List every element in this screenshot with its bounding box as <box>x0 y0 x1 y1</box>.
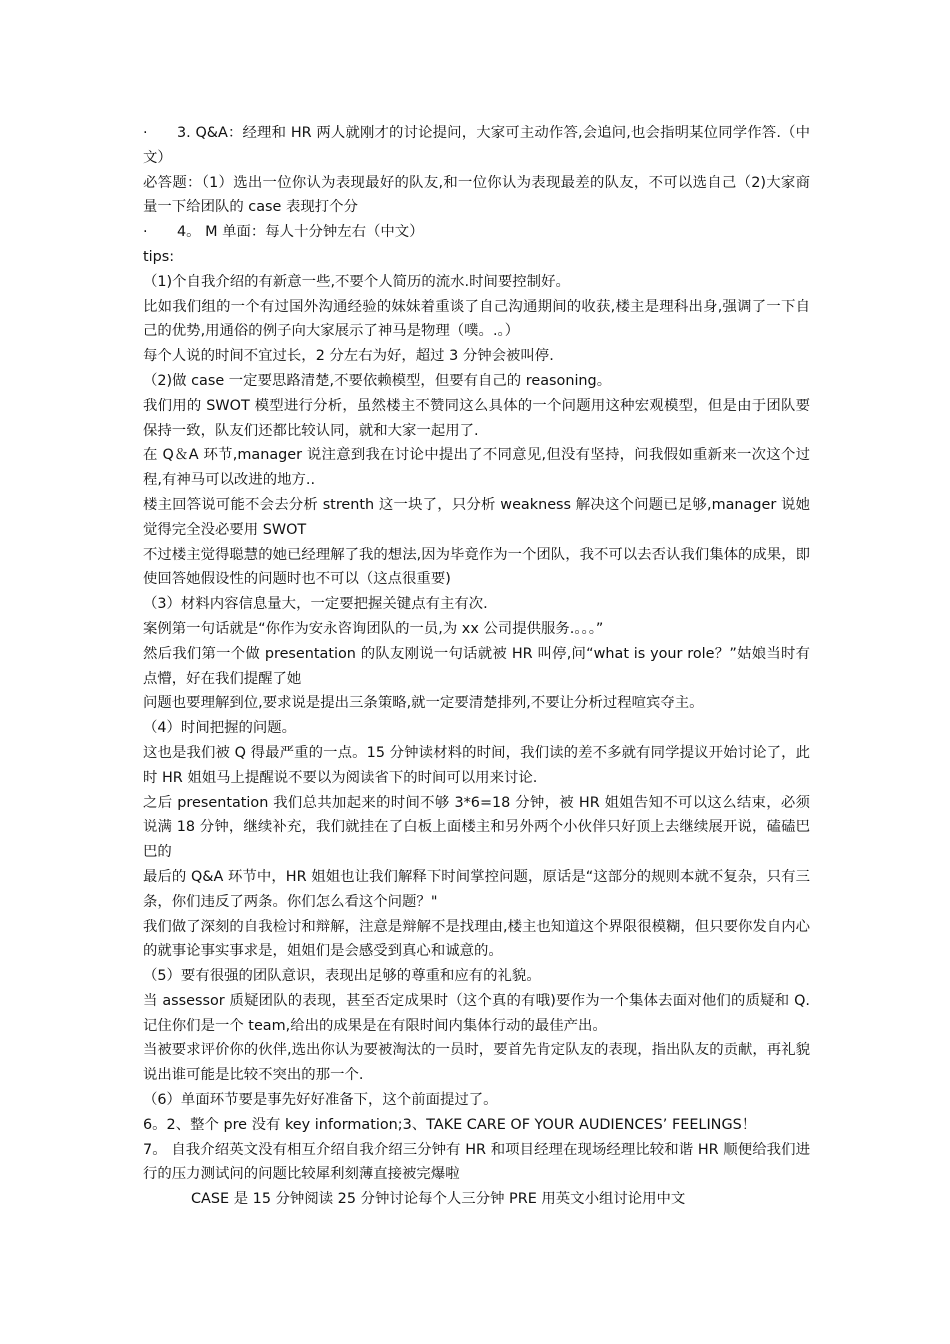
paragraph-tip-3: （3）材料内容信息量大，一定要把握关键点有主有次. <box>143 596 488 613</box>
paragraph-item-7: 7。 自我介绍英文没有相互介绍自我介绍三分钟有 HR 和项目经理在现场经理比较和谐 HR 顺便给我们进行的压力测试问的问题比较犀利刻薄直接被完爆啦 <box>143 1141 810 1183</box>
paragraph-item-6: 6。2、整个 pre 没有 key information;3、TAKE CARE OF YOUR AUDIENCES’ FEELINGS！ <box>143 1116 757 1133</box>
paragraph-text: 3. Q&A：经理和 HR 两人就刚才的讨论提问，大家可主动作答,会追问,也会指明某位同学作答.（中文） <box>143 125 810 166</box>
paragraph: 我们用的 SWOT 模型进行分析，虽然楼主不赞同这么具体的一个问题用这种宏观模型，但是由于团队要保持一致，队友们还都比较认同，就和大家一起用了. <box>143 397 810 439</box>
paragraph: 问题也要理解到位,要求说是提出三条策略,就一定要清楚排列,不要让分析过程喧宾夺主。 <box>143 695 704 712</box>
paragraph: 不过楼主觉得聪慧的她已经理解了我的想法,因为毕竟作为一个团队，我不可以去否认我们集体的成果，即使回答她假设性的问题时也不可以（这点很重要) <box>143 546 810 588</box>
paragraph: 在 Q＆A 环节,manager 说注意到我在讨论中提出了不同意见,但没有坚持，问我假如重新来一次这个过程,有神马可以改进的地方.. <box>143 447 810 489</box>
paragraph-required-questions: 必答题：（1）选出一位你认为表现最好的队友,和一位你认为表现最差的队友，不可以选自己（2)大家商量一下给团队的 case 表现打个分 <box>143 174 810 216</box>
paragraph-tip-5: （5）要有很强的团队意识，表现出足够的尊重和应有的礼貌。 <box>143 968 541 985</box>
paragraph-tips-heading: tips: <box>143 248 175 265</box>
paragraph-tip-2: （2)做 case 一定要思路清楚,不要依赖模型，但要有自己的 reasoning。 <box>143 372 612 389</box>
paragraph-tip-1: （1)个自我介绍的有新意一些,不要个人简历的流水.时间要控制好。 <box>143 273 570 290</box>
document-body <box>143 121 810 1212</box>
paragraph-single-interview <box>143 220 810 245</box>
paragraph-tip-4: （4）时间把握的问题。 <box>143 720 297 737</box>
paragraph-text: 4。 M 单面：每人十分钟左右（中文） <box>177 224 424 241</box>
bullet-marker: · <box>143 224 148 241</box>
paragraph: 当 assessor 质疑团队的表现，甚至否定成果时（这个真的有哦)要作为一个集体去面对他们的质疑和 Q.记住你们是一个 team,给出的成果是在有限时间内集体行动的最佳产出。 <box>143 992 810 1034</box>
paragraph-tip-6: （6）单面环节要是事先好好准备下，这个前面提过了。 <box>143 1092 498 1109</box>
paragraph: 楼主回答说可能不会去分析 strenth 这一块了，只分析 weakness 解决这个问题已足够,manager 说她觉得完全没必要用 SWOT <box>143 496 810 538</box>
paragraph: 我们做了深刻的自我检讨和辩解，注意是辩解不是找理由,楼主也知道这个界限很模糊，但只要你发自内心的就事论事实事求是，姐姐们是会感受到真心和诚意的。 <box>143 918 810 960</box>
paragraph: 这也是我们被 Q 得最严重的一点。15 分钟读材料的时间，我们读的差不多就有同学提议开始讨论了，此时 HR 姐姐马上提醒说不要以为阅读省下的时间可以用来讨论. <box>143 744 810 786</box>
paragraph: 每个人说的时间不宜过长，2 分左右为好，超过 3 分钟会被叫停. <box>143 348 554 365</box>
bullet-marker: · <box>143 125 148 141</box>
paragraph: 比如我们组的一个有过国外沟通经验的妹妹着重谈了自己沟通期间的收获,楼主是理科出身,强调了一下自己的优势,用通俗的例子向大家展示了神马是物理（噗。.。） <box>143 298 810 340</box>
paragraph: 最后的 Q&A 环节中，HR 姐姐也让我们解释下时间掌控问题，原话是“这部分的规则本就不复杂，只有三条，你们违反了两条。你们怎么看这个问题？" <box>143 868 810 910</box>
paragraph: 案例第一句话就是“你作为安永咨询团队的一员,为 xx 公司提供服务.。。。” <box>143 620 604 637</box>
paragraph: 之后 presentation 我们总共加起来的时间不够 3*6=18 分钟，被 HR 姐姐告知不可以这么结束，必须说满 18 分钟，继续补充，我们就挂在了白板上面楼主和另外两个小伙伴只好顶上去继续展开说，磕磕巴巴的 <box>143 794 810 861</box>
paragraph: 当被要求评价你的伙伴,选出你认为要被淘汰的一员时，要首先肯定队友的表现，指出队友的贡献，再礼貌说出谁可能是比较不突出的那一个. <box>143 1042 810 1084</box>
paragraph: 然后我们第一个做 presentation 的队友刚说一句话就被 HR 叫停,问“what is your role？”姑娘当时有点懵，好在我们提醒了她 <box>143 645 810 687</box>
paragraph-qa <box>143 121 810 171</box>
paragraph-case-format: CASE 是 15 分钟阅读 25 分钟讨论每个人三分钟 PRE 用英文小组讨论用中文 <box>191 1191 686 1208</box>
